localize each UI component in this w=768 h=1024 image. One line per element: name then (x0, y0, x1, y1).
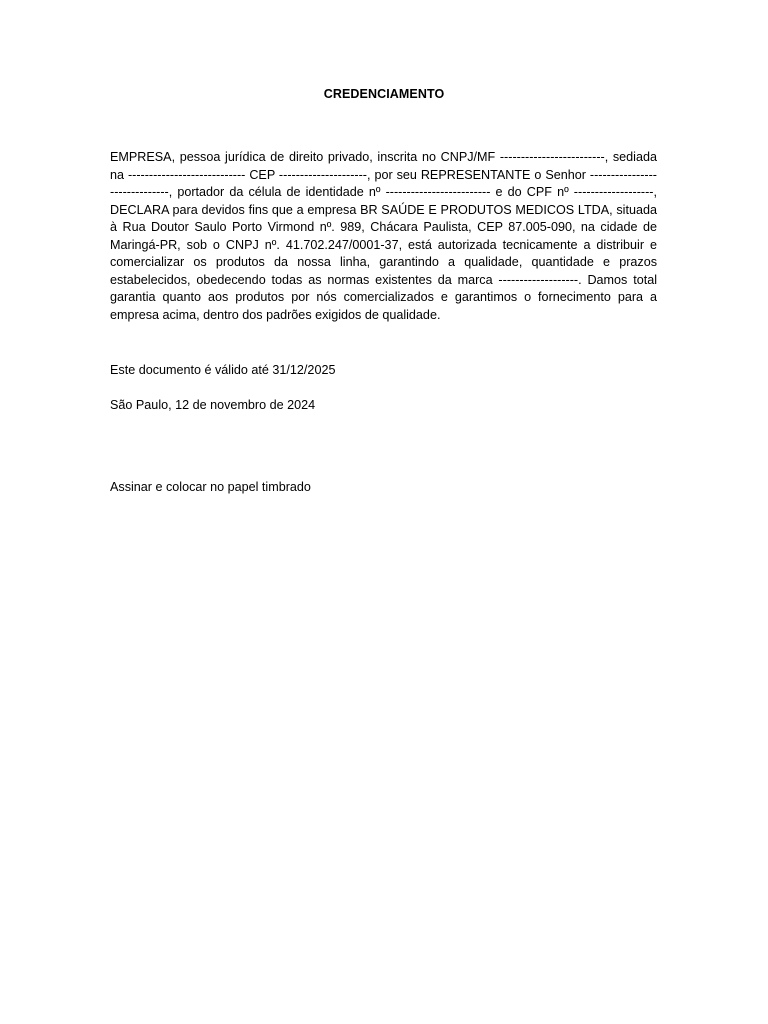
validity-statement: Este documento é válido até 31/12/2025 (110, 363, 336, 377)
declaration-paragraph: EMPRESA, pessoa jurídica de direito privado, inscrita no CNPJ/MF -------------------------, sediada na ---------------------------- CEP ---------------------, por seu REPRESENTANTE o Senhor ------------------------------, portador da célula de identidade nº ------------------------- e do CPF nº -------------------, DECLARA para devidos fins que a empresa BR SAÚDE E PRODUTOS MEDICOS LTDA, situada à Rua Doutor Saulo Porto Virmond nº. 989, Chácara Paulista, CEP 87.005-090, na cidade de Maringá-PR, sob o CNPJ nº. 41.702.247/0001-37, está autorizada tecnicamente a distribuir e comercializar os produtos da nossa linha, garantindo a qualidade, quantidade e prazos estabelecidos, obedecendo todas as normas existentes da marca -------------------. Damos total garantia quanto aos produtos por nós comercializados e garantimos o fornecimento para a empresa acima, dentro dos padrões exigidos de qualidade. (110, 150, 657, 322)
place-and-date: São Paulo, 12 de novembro de 2024 (110, 398, 316, 412)
signature-instruction: Assinar e colocar no papel timbrado (110, 480, 311, 494)
document-title: CREDENCIAMENTO (323, 87, 445, 101)
